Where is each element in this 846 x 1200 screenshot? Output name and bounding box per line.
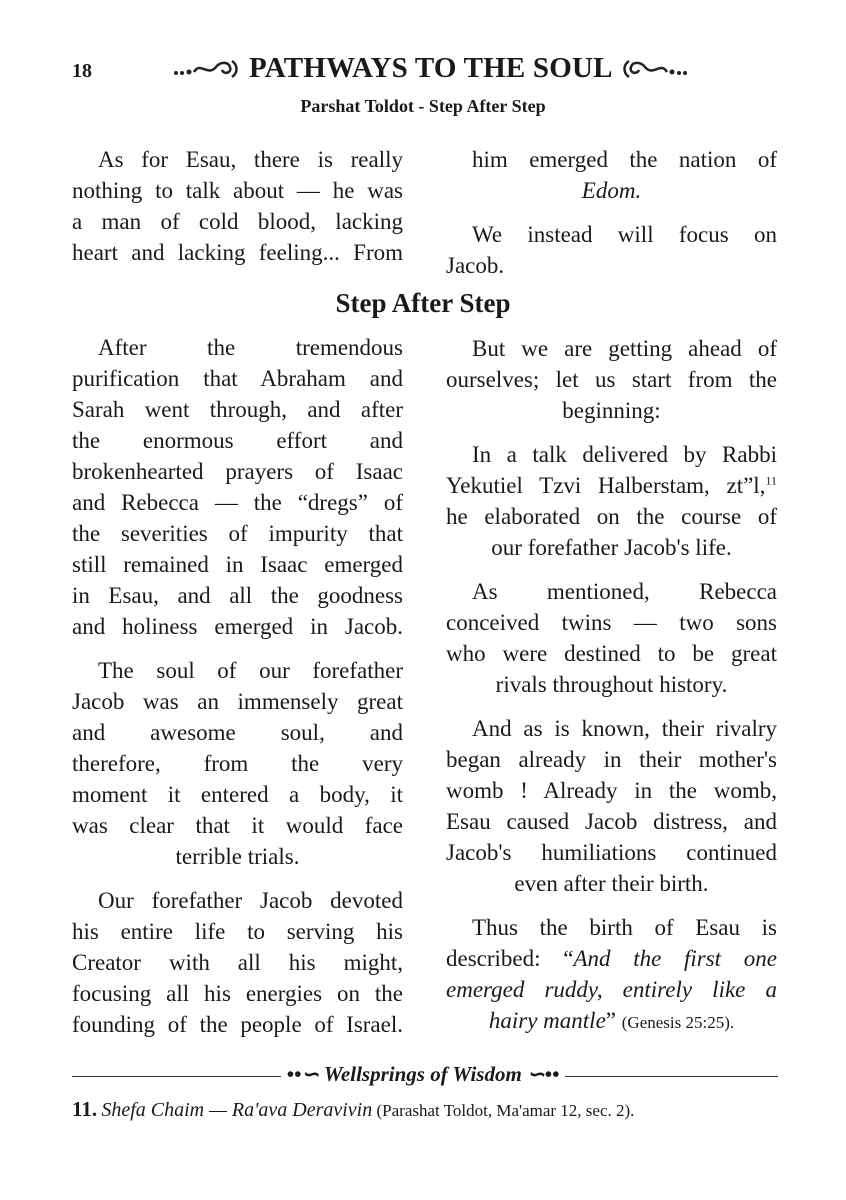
text-line: As mentioned, Rebecca — [472, 579, 777, 604]
top-left-column — [72, 144, 403, 268]
text-line: terrible trials. — [175, 844, 300, 869]
right-column — [446, 333, 777, 1036]
text-line: In a talk delivered by Rabbi — [472, 442, 777, 467]
text-line: purification that Abraham and — [72, 366, 403, 391]
text-line: As for Esau, there is really — [98, 147, 403, 172]
text-line: who were destined to be great — [446, 641, 777, 666]
footnote-ornament — [0, 1062, 846, 1087]
text-line: his entire life to serving his — [72, 919, 403, 944]
text-segment: ” — [605, 1008, 622, 1033]
text-line: he elaborated on the course of — [446, 504, 777, 529]
paragraph — [446, 576, 777, 700]
text-segment: And the first one — [573, 946, 777, 971]
text-line: and holiness emerged in Jacob. — [72, 614, 403, 639]
paragraph — [446, 219, 777, 281]
text-line: beginning: — [562, 398, 661, 423]
text-line: Jacob's humiliations continued — [446, 840, 777, 865]
footnote-number: 11. — [72, 1097, 98, 1121]
ornament-small-right-icon: ∽•• — [521, 1062, 560, 1086]
text-line: Esau caused Jacob distress, and — [446, 809, 777, 834]
ornament-right-icon — [619, 54, 689, 87]
text-line: But we are getting ahead of — [472, 336, 777, 361]
paragraph — [72, 885, 403, 1040]
text-line: Jacob was an immensely great — [72, 689, 403, 714]
footnote — [72, 1097, 634, 1122]
text-line: and awesome soul, and — [72, 720, 403, 745]
footnote-reference: 11 — [765, 473, 777, 488]
running-title — [130, 52, 730, 87]
footnote-source: (Parashat Toldot, Ma'amar 12, sec. 2). — [376, 1101, 635, 1120]
left-column — [72, 332, 403, 1040]
text-line: Thus the birth of Esau is — [472, 915, 777, 940]
text-line — [446, 1005, 777, 1036]
text-line: ourselves; let us start from the — [446, 367, 777, 392]
text-segment: Edom. — [581, 178, 642, 203]
subtitle: Parshat Toldot - Step After Step — [300, 96, 546, 116]
paragraph — [446, 333, 777, 426]
text-line: Sarah went through, and after — [72, 397, 403, 422]
text-line: in Esau, and all the goodness — [72, 583, 403, 608]
text-segment: described: “ — [446, 946, 574, 971]
text-segment: hairy mantle — [488, 1008, 606, 1033]
text-line — [446, 470, 777, 501]
text-line: still remained in Isaac emerged — [72, 552, 403, 577]
text-segment: emerged ruddy, entirely like a — [446, 977, 777, 1002]
text-line: our forefather Jacob's life. — [491, 535, 732, 560]
ornament-label: Wellsprings of Wisdom — [323, 1062, 522, 1086]
text-line: Our forefather Jacob devoted — [98, 888, 403, 913]
text-line: And as is known, their rivalry — [472, 716, 777, 741]
text-line: the severities of impurity that — [72, 521, 403, 546]
text-line: moment it entered a body, it — [72, 782, 403, 807]
paragraph — [446, 713, 777, 899]
paragraph — [72, 144, 403, 268]
paragraph — [446, 912, 777, 1036]
section-heading: Step After Step — [335, 288, 511, 318]
text-line: Creator with all his might, — [72, 950, 403, 975]
text-segment: Yekutiel Tzvi Halberstam, zt”l, — [446, 473, 766, 498]
text-line: Jacob. — [446, 253, 505, 278]
text-line: was clear that it would face — [72, 813, 403, 838]
text-line: a man of cold blood, lacking — [72, 209, 403, 234]
text-line: therefore, from the very — [72, 751, 403, 776]
paragraph — [72, 655, 403, 872]
page-number: 18 — [72, 60, 92, 82]
text-line: rivals throughout history. — [495, 672, 728, 697]
paragraph — [446, 439, 777, 563]
text-segment: (Genesis 25:25). — [621, 1013, 735, 1032]
ornament-small-left-icon: ••∽ — [286, 1062, 324, 1086]
text-line: After the tremendous — [98, 335, 403, 360]
footnote-title: Shefa Chaim — Ra'ava Deravivin — [101, 1099, 373, 1121]
text-line: We instead will focus on — [472, 222, 777, 247]
text-line — [446, 974, 777, 1005]
text-line: conceived twins — two sons — [446, 610, 777, 635]
paragraph — [446, 144, 777, 206]
text-line: brokenhearted prayers of Isaac — [72, 459, 403, 484]
text-line: nothing to talk about — he was — [72, 178, 403, 203]
ornament-left-icon — [172, 54, 242, 87]
running-title-text: PATHWAYS TO THE SOUL — [248, 52, 612, 84]
text-line: even after their birth. — [514, 871, 709, 896]
text-line — [446, 175, 777, 206]
text-line: him emerged the nation of — [472, 147, 777, 172]
text-line — [446, 943, 777, 974]
text-line: founding of the people of Israel. — [72, 1012, 403, 1037]
paragraph — [72, 332, 403, 642]
text-line: the enormous effort and — [72, 428, 403, 453]
text-line: began already in their mother's — [446, 747, 777, 772]
text-line: womb ! Already in the womb, — [446, 778, 777, 803]
text-line: focusing all his energies on the — [72, 981, 403, 1006]
top-right-column — [446, 144, 777, 281]
text-line: and Rebecca — the “dregs” of — [72, 490, 403, 515]
text-line: The soul of our forefather — [98, 658, 403, 683]
text-line: heart and lacking feeling... From — [72, 240, 403, 265]
